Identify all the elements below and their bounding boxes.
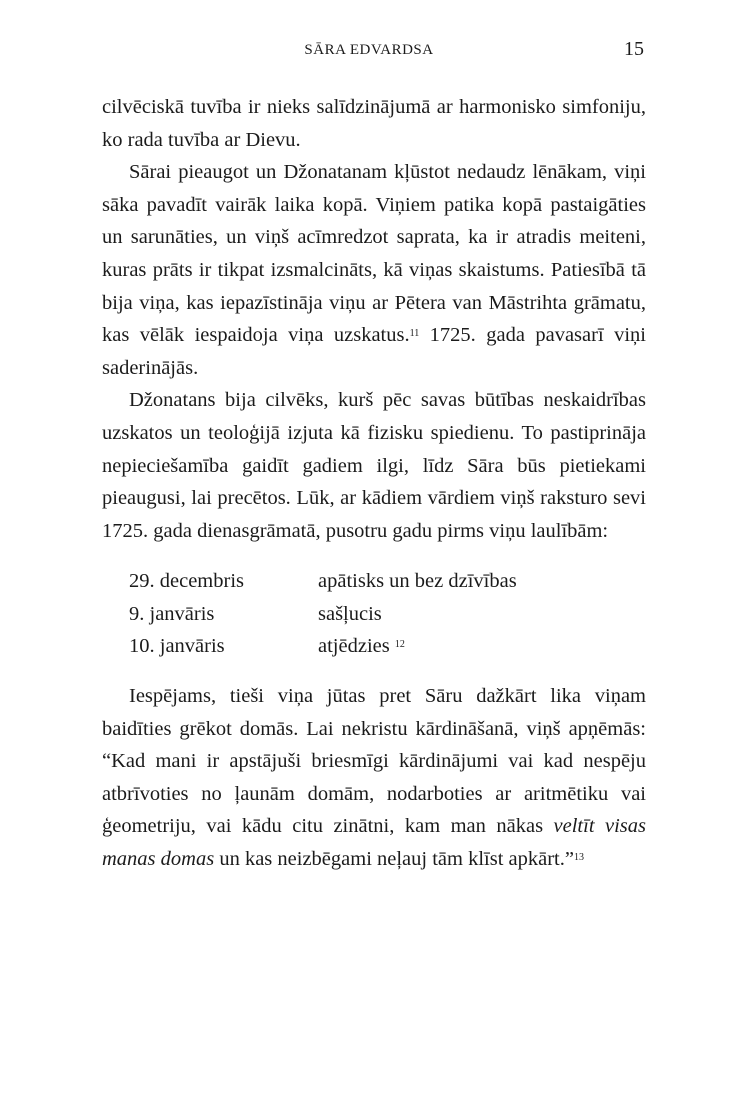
- diary-entry: [102, 630, 646, 662]
- page-number: 15: [624, 38, 644, 60]
- footnote-ref-11: 11: [409, 328, 420, 340]
- paragraph-1: cilvēciskā tuvība ir nieks salīdzinājumā ar harmonisko simfoniju, ko rada tuvība ar Dievu.: [102, 96, 646, 151]
- paragraph-4-tail: un kas neizbēgami neļauj tām klīst apkārt.”: [214, 847, 574, 870]
- paragraph-4: [102, 680, 646, 876]
- paragraph-2: [102, 156, 646, 384]
- diary-list: [102, 565, 646, 662]
- page-body: [102, 91, 646, 875]
- diary-entry: [102, 598, 646, 630]
- paragraph-2-tail: 1725. gada pavasarī viņi saderinājās.: [102, 324, 646, 379]
- diary-date: 29. decembris: [129, 570, 244, 593]
- paragraph-4-text: Iespējams, tieši viņa jūtas pret Sāru dažkārt lika viņam baidīties grēkot domās. Lai nekristu kārdināšanā, viņš apņēmās: “Kad mani ir apstājuši briesmīgi kārdinājumi vai kad nespēju atbrīvoties no ļaunām domām, nodarboties ar aritmētiku vai ģeometriju, vai kādu citu zinātni, kam man nākas: [102, 684, 646, 838]
- footnote-ref-13: 13: [573, 851, 584, 863]
- paragraph-3: Džonatans bija cilvēks, kurš pēc savas būtības neskaidrības uzskatos un teoloģijā izjuta kā fizisku spiedienu. To pastiprināja nepieciešamība gaidīt gadiem ilgi, līdz Sāra būs pietiekami pieaugusi, lai precētos. Lūk, ar kādiem vārdiem viņš raksturo sevi 1725. gada dienasgrāmatā, pusotru gadu pirms viņu laulībām:: [102, 389, 646, 542]
- paragraph-2-text: Sārai pieaugot un Džonatanam kļūstot nedaudz lēnākam, viņi sāka pavadīt vairāk laika kopā. Viņiem patika kopā pastaigāties un sarunāties, un viņš acīmredzot saprata, ka ir atradis meiteni, kuras prāts ir tikpat izsmalcināts, kā viņas skaistums. Patiesībā tā bija viņa, kas iepazīstināja viņu ar Pētera van Māstrihta grāmatu, kas vēlāk iespaidoja viņa uzskatus.: [102, 161, 646, 347]
- diary-date: 10. janvāris: [129, 634, 225, 657]
- diary-entry: [102, 565, 646, 597]
- diary-state: sašļucis: [318, 602, 382, 625]
- page-header: [0, 38, 738, 68]
- footnote-ref-12: 12: [394, 638, 405, 650]
- diary-state: atjēdzies: [318, 634, 395, 657]
- running-head: SĀRA EDVARDSA: [304, 42, 434, 58]
- diary-date: 9. janvāris: [129, 602, 215, 625]
- diary-state: apātisks un bez dzīvības: [318, 570, 517, 593]
- paragraph-4-italic: veltīt visas manas domas: [102, 815, 646, 870]
- diary-state-wrap: [318, 630, 405, 662]
